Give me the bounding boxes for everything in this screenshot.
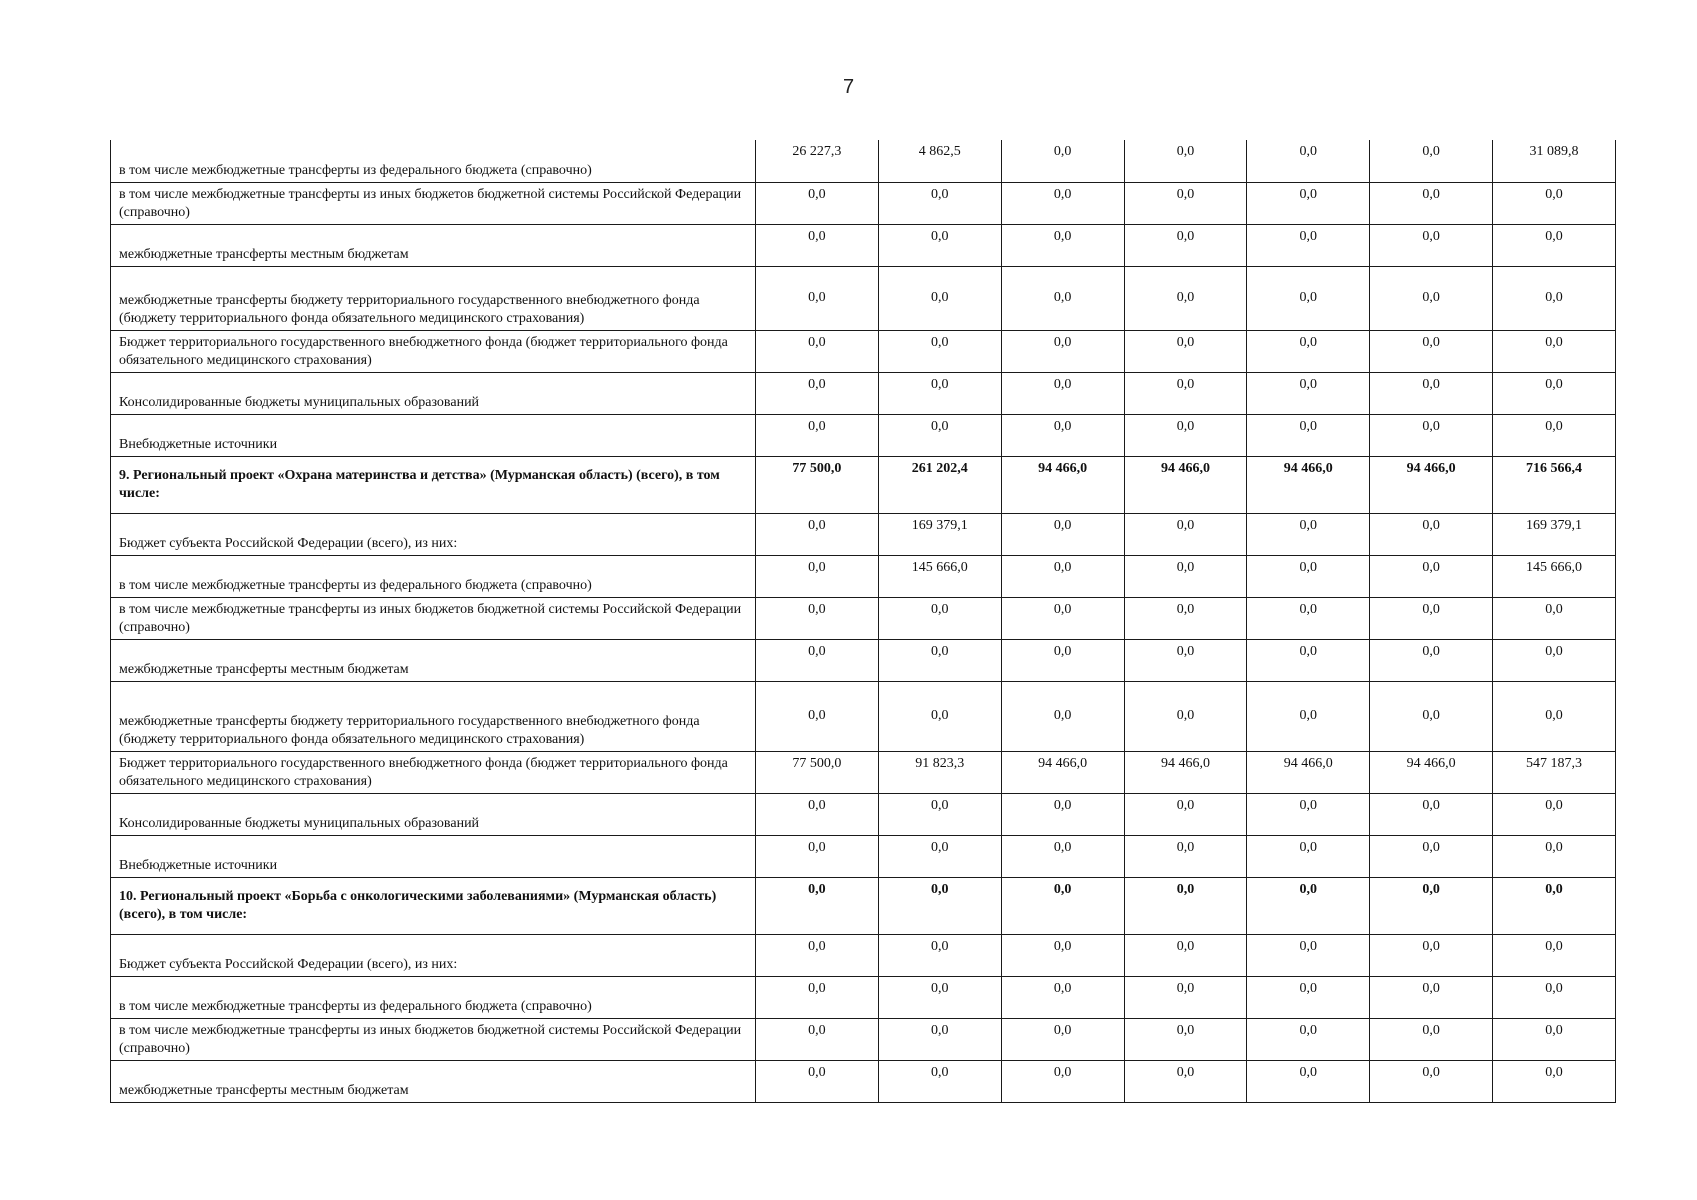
cell-value: 0,0 xyxy=(756,1060,879,1102)
cell-value: 0,0 xyxy=(1001,639,1124,681)
cell-value: 145 666,0 xyxy=(878,555,1001,597)
table-row xyxy=(111,330,1616,372)
cell-value: 0,0 xyxy=(1001,372,1124,414)
cell-value: 0,0 xyxy=(756,793,879,835)
table-row xyxy=(111,639,1616,681)
cell-value: 0,0 xyxy=(1493,182,1616,224)
row-label: Бюджет субъекта Российской Федерации (всего), из них: xyxy=(111,934,756,976)
cell-value: 0,0 xyxy=(1247,414,1370,456)
cell-value: 0,0 xyxy=(1247,182,1370,224)
cell-value: 0,0 xyxy=(878,372,1001,414)
row-label: межбюджетные трансферты местным бюджетам xyxy=(111,224,756,266)
cell-value: 0,0 xyxy=(1124,934,1247,976)
cell-value: 0,0 xyxy=(1124,1060,1247,1102)
cell-value: 0,0 xyxy=(1001,835,1124,877)
cell-value: 0,0 xyxy=(1247,1018,1370,1060)
cell-value: 0,0 xyxy=(1493,877,1616,934)
table-row xyxy=(111,266,1616,330)
cell-value: 0,0 xyxy=(1247,681,1370,751)
cell-value: 0,0 xyxy=(1370,934,1493,976)
cell-value: 547 187,3 xyxy=(1493,751,1616,793)
table-row xyxy=(111,934,1616,976)
cell-value: 0,0 xyxy=(1370,835,1493,877)
table-row xyxy=(111,182,1616,224)
cell-value: 0,0 xyxy=(1493,639,1616,681)
cell-value: 169 379,1 xyxy=(1493,513,1616,555)
cell-value: 0,0 xyxy=(756,555,879,597)
cell-value: 0,0 xyxy=(1124,372,1247,414)
cell-value: 0,0 xyxy=(1001,1060,1124,1102)
cell-value: 0,0 xyxy=(1124,835,1247,877)
cell-value: 0,0 xyxy=(878,877,1001,934)
cell-value: 0,0 xyxy=(1124,513,1247,555)
table-row xyxy=(111,835,1616,877)
cell-value: 0,0 xyxy=(1370,224,1493,266)
row-label: в том числе межбюджетные трансферты из иных бюджетов бюджетной системы Российской Федерации (справочно) xyxy=(111,182,756,224)
cell-value: 0,0 xyxy=(1001,330,1124,372)
table-row xyxy=(111,456,1616,513)
cell-value: 0,0 xyxy=(1124,555,1247,597)
cell-value: 0,0 xyxy=(878,224,1001,266)
row-label: 10. Региональный проект «Борьба с онкологическими заболеваниями» (Мурманская область) (всего), в том числе: xyxy=(111,877,756,934)
cell-value: 0,0 xyxy=(1370,976,1493,1018)
cell-value: 91 823,3 xyxy=(878,751,1001,793)
cell-value: 0,0 xyxy=(1247,372,1370,414)
cell-value: 0,0 xyxy=(878,414,1001,456)
cell-value: 0,0 xyxy=(1493,1018,1616,1060)
cell-value: 0,0 xyxy=(1124,877,1247,934)
cell-value: 0,0 xyxy=(1370,513,1493,555)
cell-value: 0,0 xyxy=(756,934,879,976)
cell-value: 0,0 xyxy=(1493,330,1616,372)
cell-value: 0,0 xyxy=(878,835,1001,877)
cell-value: 0,0 xyxy=(1001,934,1124,976)
row-label: межбюджетные трансферты бюджету территориального государственного внебюджетного фонда (бюджету территориального фонда обязательного медицинского страхования) xyxy=(111,681,756,751)
cell-value: 0,0 xyxy=(1001,224,1124,266)
cell-value: 0,0 xyxy=(878,182,1001,224)
table-row xyxy=(111,1060,1616,1102)
row-label: Бюджет субъекта Российской Федерации (всего), из них: xyxy=(111,513,756,555)
cell-value: 0,0 xyxy=(756,372,879,414)
table-row xyxy=(111,1018,1616,1060)
cell-value: 0,0 xyxy=(1247,639,1370,681)
cell-value: 0,0 xyxy=(1247,835,1370,877)
cell-value: 0,0 xyxy=(878,639,1001,681)
cell-value: 0,0 xyxy=(756,639,879,681)
cell-value: 0,0 xyxy=(1247,976,1370,1018)
cell-value: 0,0 xyxy=(1370,639,1493,681)
cell-value: 0,0 xyxy=(878,681,1001,751)
row-label: в том числе межбюджетные трансферты из иных бюджетов бюджетной системы Российской Федерации (справочно) xyxy=(111,1018,756,1060)
row-label: Внебюджетные источники xyxy=(111,835,756,877)
cell-value: 0,0 xyxy=(1247,224,1370,266)
cell-value: 94 466,0 xyxy=(1001,751,1124,793)
table-row xyxy=(111,513,1616,555)
row-label: в том числе межбюджетные трансферты из федерального бюджета (справочно) xyxy=(111,555,756,597)
cell-value: 0,0 xyxy=(1247,1060,1370,1102)
cell-value: 0,0 xyxy=(1370,182,1493,224)
cell-value: 0,0 xyxy=(1001,877,1124,934)
row-label: в том числе межбюджетные трансферты из иных бюджетов бюджетной системы Российской Федерации (справочно) xyxy=(111,597,756,639)
cell-value: 0,0 xyxy=(1124,266,1247,330)
table-row xyxy=(111,793,1616,835)
cell-value: 77 500,0 xyxy=(756,751,879,793)
cell-value: 0,0 xyxy=(1124,793,1247,835)
cell-value: 0,0 xyxy=(878,597,1001,639)
cell-value: 0,0 xyxy=(1001,414,1124,456)
table-row xyxy=(111,597,1616,639)
cell-value: 0,0 xyxy=(1493,597,1616,639)
cell-value: 0,0 xyxy=(1493,1060,1616,1102)
cell-value: 94 466,0 xyxy=(1370,751,1493,793)
row-label: Консолидированные бюджеты муниципальных образований xyxy=(111,793,756,835)
cell-value: 145 666,0 xyxy=(1493,555,1616,597)
cell-value: 94 466,0 xyxy=(1124,456,1247,513)
cell-value: 0,0 xyxy=(756,835,879,877)
table-row xyxy=(111,877,1616,934)
row-label: межбюджетные трансферты местным бюджетам xyxy=(111,1060,756,1102)
cell-value: 0,0 xyxy=(1493,835,1616,877)
cell-value: 0,0 xyxy=(1124,1018,1247,1060)
row-label: межбюджетные трансферты местным бюджетам xyxy=(111,639,756,681)
table-row xyxy=(111,751,1616,793)
cell-value: 0,0 xyxy=(1001,182,1124,224)
cell-value: 0,0 xyxy=(1247,934,1370,976)
cell-value: 0,0 xyxy=(1370,1060,1493,1102)
cell-value: 0,0 xyxy=(1124,140,1247,182)
cell-value: 0,0 xyxy=(756,266,879,330)
cell-value: 0,0 xyxy=(1124,597,1247,639)
cell-value: 0,0 xyxy=(1370,140,1493,182)
cell-value: 94 466,0 xyxy=(1247,456,1370,513)
cell-value: 31 089,8 xyxy=(1493,140,1616,182)
cell-value: 0,0 xyxy=(1247,330,1370,372)
cell-value: 0,0 xyxy=(1247,793,1370,835)
cell-value: 0,0 xyxy=(1493,793,1616,835)
cell-value: 0,0 xyxy=(756,877,879,934)
page-number: 7 xyxy=(842,76,855,98)
cell-value: 0,0 xyxy=(1370,877,1493,934)
cell-value: 0,0 xyxy=(1247,877,1370,934)
cell-value: 0,0 xyxy=(1124,414,1247,456)
cell-value: 0,0 xyxy=(1001,976,1124,1018)
cell-value: 0,0 xyxy=(1001,513,1124,555)
budget-table xyxy=(110,140,1616,1103)
cell-value: 0,0 xyxy=(756,976,879,1018)
cell-value: 0,0 xyxy=(1001,140,1124,182)
cell-value: 4 862,5 xyxy=(878,140,1001,182)
cell-value: 0,0 xyxy=(1370,597,1493,639)
cell-value: 0,0 xyxy=(878,330,1001,372)
cell-value: 0,0 xyxy=(878,793,1001,835)
table-row xyxy=(111,681,1616,751)
cell-value: 0,0 xyxy=(1247,555,1370,597)
cell-value: 0,0 xyxy=(1001,555,1124,597)
cell-value: 0,0 xyxy=(756,182,879,224)
cell-value: 0,0 xyxy=(878,1060,1001,1102)
cell-value: 0,0 xyxy=(1124,681,1247,751)
cell-value: 261 202,4 xyxy=(878,456,1001,513)
cell-value: 0,0 xyxy=(1001,597,1124,639)
cell-value: 0,0 xyxy=(1124,224,1247,266)
cell-value: 0,0 xyxy=(1001,681,1124,751)
cell-value: 0,0 xyxy=(1247,513,1370,555)
cell-value: 0,0 xyxy=(756,1018,879,1060)
table-row xyxy=(111,372,1616,414)
table-row xyxy=(111,224,1616,266)
cell-value: 0,0 xyxy=(756,224,879,266)
cell-value: 0,0 xyxy=(1370,372,1493,414)
cell-value: 0,0 xyxy=(1493,266,1616,330)
row-label: в том числе межбюджетные трансферты из федерального бюджета (справочно) xyxy=(111,976,756,1018)
cell-value: 0,0 xyxy=(1493,372,1616,414)
cell-value: 0,0 xyxy=(878,266,1001,330)
cell-value: 94 466,0 xyxy=(1001,456,1124,513)
row-label: Бюджет территориального государственного внебюджетного фонда (бюджет территориального фонда обязательного медицинского страхования) xyxy=(111,751,756,793)
cell-value: 0,0 xyxy=(756,414,879,456)
cell-value: 0,0 xyxy=(1370,330,1493,372)
cell-value: 0,0 xyxy=(1124,976,1247,1018)
row-label: межбюджетные трансферты бюджету территориального государственного внебюджетного фонда (бюджету территориального фонда обязательного медицинского страхования) xyxy=(111,266,756,330)
table-row xyxy=(111,414,1616,456)
cell-value: 169 379,1 xyxy=(878,513,1001,555)
row-label: Внебюджетные источники xyxy=(111,414,756,456)
cell-value: 0,0 xyxy=(756,597,879,639)
cell-value: 94 466,0 xyxy=(1124,751,1247,793)
cell-value: 0,0 xyxy=(1124,639,1247,681)
cell-value: 0,0 xyxy=(1370,414,1493,456)
row-label: Бюджет территориального государственного внебюджетного фонда (бюджет территориального фонда обязательного медицинского страхования) xyxy=(111,330,756,372)
cell-value: 0,0 xyxy=(1124,330,1247,372)
cell-value: 0,0 xyxy=(1493,224,1616,266)
cell-value: 94 466,0 xyxy=(1247,751,1370,793)
row-label: в том числе межбюджетные трансферты из федерального бюджета (справочно) xyxy=(111,140,756,182)
cell-value: 0,0 xyxy=(1370,266,1493,330)
cell-value: 0,0 xyxy=(1247,266,1370,330)
cell-value: 0,0 xyxy=(1493,934,1616,976)
cell-value: 0,0 xyxy=(756,330,879,372)
cell-value: 0,0 xyxy=(1370,793,1493,835)
cell-value: 0,0 xyxy=(878,1018,1001,1060)
row-label: 9. Региональный проект «Охрана материнства и детства» (Мурманская область) (всего), в том числе: xyxy=(111,456,756,513)
cell-value: 0,0 xyxy=(1370,681,1493,751)
cell-value: 0,0 xyxy=(756,513,879,555)
cell-value: 0,0 xyxy=(1493,681,1616,751)
cell-value: 26 227,3 xyxy=(756,140,879,182)
cell-value: 0,0 xyxy=(1370,555,1493,597)
cell-value: 0,0 xyxy=(756,681,879,751)
row-label: Консолидированные бюджеты муниципальных образований xyxy=(111,372,756,414)
cell-value: 0,0 xyxy=(878,934,1001,976)
cell-value: 0,0 xyxy=(1247,597,1370,639)
cell-value: 0,0 xyxy=(1370,1018,1493,1060)
cell-value: 0,0 xyxy=(1001,266,1124,330)
cell-value: 0,0 xyxy=(1001,793,1124,835)
cell-value: 94 466,0 xyxy=(1370,456,1493,513)
cell-value: 0,0 xyxy=(1247,140,1370,182)
table-row xyxy=(111,140,1616,182)
cell-value: 0,0 xyxy=(1493,414,1616,456)
cell-value: 0,0 xyxy=(1001,1018,1124,1060)
cell-value: 77 500,0 xyxy=(756,456,879,513)
cell-value: 716 566,4 xyxy=(1493,456,1616,513)
cell-value: 0,0 xyxy=(878,976,1001,1018)
table-row xyxy=(111,976,1616,1018)
table-row xyxy=(111,555,1616,597)
cell-value: 0,0 xyxy=(1493,976,1616,1018)
cell-value: 0,0 xyxy=(1124,182,1247,224)
